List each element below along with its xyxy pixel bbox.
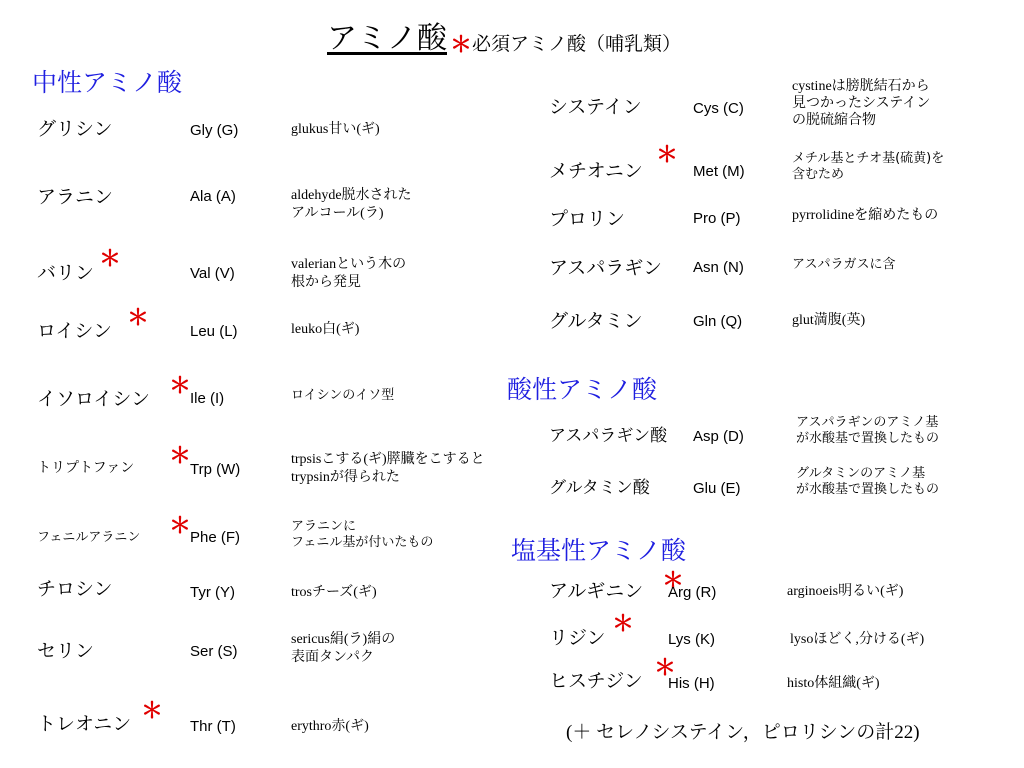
essential-mark-leu: ＊	[127, 306, 150, 331]
amino-etymology-ile: ロイシンのイソ型	[291, 388, 395, 403]
amino-name-trp: トリプトファン	[37, 460, 135, 476]
amino-name-glu: グルタミン酸	[549, 478, 650, 498]
amino-etymology-arg: arginoeis明るい(ギ)	[787, 584, 904, 599]
amino-etymology-asp: アスパラギンのアミノ基 が水酸基で置換したもの	[796, 415, 940, 447]
amino-etymology-gln: glut満腹(英)	[792, 313, 866, 328]
footer-note: (＋ セレノシステイン，ピロリシンの計22)	[566, 722, 920, 743]
essential-mark-legend: ＊	[450, 33, 473, 58]
essential-mark-lys: ＊	[612, 612, 635, 637]
amino-abbr-leu: Leu (L)	[190, 323, 238, 340]
essential-mark-met: ＊	[656, 143, 679, 168]
amino-abbr-ile: Ile (I)	[190, 390, 225, 407]
amino-abbr-cys: Cys (C)	[693, 100, 744, 117]
essential-mark-arg: ＊	[662, 569, 685, 594]
amino-name-his: ヒスチジン	[549, 670, 643, 692]
amino-etymology-thr: erythro赤(ギ)	[291, 719, 369, 734]
amino-etymology-trp: trpsisこする(ギ)膵臓をこすると trypsinが得られた	[291, 452, 485, 485]
amino-etymology-ser: sericus絹(ラ)絹の 表面タンパク	[291, 632, 396, 665]
amino-abbr-asp: Asp (D)	[693, 428, 744, 445]
amino-abbr-val: Val (V)	[190, 265, 235, 282]
amino-abbr-phe: Phe (F)	[190, 529, 241, 546]
amino-etymology-ala: aldehyde脱水された アルコール(ラ)	[291, 188, 412, 221]
amino-name-ile: イソロイシン	[37, 388, 150, 410]
amino-etymology-leu: leuko白(ギ)	[291, 322, 360, 337]
amino-etymology-cys: cystineは膀胱結石から 見つかったシステイン の脱硫縮合物	[792, 79, 931, 128]
amino-abbr-glu: Glu (E)	[693, 480, 741, 497]
amino-name-cys: システイン	[549, 96, 642, 118]
amino-abbr-trp: Trp (W)	[190, 461, 241, 478]
section-neutral: 中性アミノ酸	[32, 68, 183, 97]
page-title: アミノ酸	[327, 21, 447, 56]
amino-name-tyr: チロシン	[37, 578, 113, 600]
essential-mark-phe: ＊	[169, 514, 192, 539]
amino-name-phe: フェニルアラニン	[37, 530, 141, 545]
amino-name-ser: セリン	[37, 640, 95, 662]
amino-etymology-pro: pyrrolidineを縮めたもの	[792, 208, 939, 223]
amino-abbr-arg: Arg (R)	[668, 584, 717, 601]
amino-etymology-his: histo体組織(ギ)	[787, 676, 880, 691]
amino-etymology-glu: グルタミンのアミノ基 が水酸基で置換したもの	[796, 466, 940, 498]
essential-mark-val: ＊	[99, 247, 122, 272]
essential-mark-his: ＊	[654, 656, 677, 681]
amino-abbr-ser: Ser (S)	[190, 643, 238, 660]
amino-name-met: メチオニン	[549, 160, 643, 182]
amino-abbr-gly: Gly (G)	[190, 122, 239, 139]
essential-mark-trp: ＊	[169, 444, 192, 469]
amino-name-arg: アルギニン	[549, 580, 644, 602]
amino-etymology-val: valerianという木の 根から発見	[291, 257, 407, 290]
amino-etymology-tyr: trosチーズ(ギ)	[291, 585, 377, 600]
amino-abbr-asn: Asn (N)	[693, 259, 744, 276]
amino-name-pro: プロリン	[549, 208, 626, 230]
amino-etymology-lys: lysoほどく,分ける(ギ)	[790, 632, 925, 647]
section-acidic: 酸性アミノ酸	[507, 375, 658, 404]
amino-abbr-gln: Gln (Q)	[693, 313, 743, 330]
amino-abbr-lys: Lys (K)	[668, 631, 715, 648]
amino-etymology-met: メチル基とチオ基(硫黄)を 含むため	[792, 151, 945, 183]
amino-abbr-tyr: Tyr (Y)	[190, 584, 235, 601]
amino-abbr-ala: Ala (A)	[190, 188, 236, 205]
amino-abbr-his: His (H)	[668, 675, 715, 692]
amino-name-ala: アラニン	[37, 186, 114, 208]
essential-mark-ile: ＊	[169, 374, 192, 399]
amino-name-thr: トレオニン	[37, 713, 132, 735]
amino-abbr-met: Met (M)	[693, 163, 745, 180]
amino-abbr-thr: Thr (T)	[190, 718, 236, 735]
section-basic: 塩基性アミノ酸	[511, 536, 687, 565]
amino-abbr-pro: Pro (P)	[693, 210, 741, 227]
amino-name-asp: アスパラギン酸	[549, 426, 668, 446]
amino-name-leu: ロイシン	[37, 320, 112, 342]
amino-etymology-phe: アラニンに フェニル基が付いたもの	[291, 519, 434, 551]
amino-etymology-gly: glukus甘い(ギ)	[291, 122, 380, 137]
essential-mark-thr: ＊	[141, 699, 164, 724]
amino-name-gln: グルタミン	[549, 310, 643, 332]
amino-name-lys: リジン	[549, 627, 606, 649]
amino-etymology-asn: アスパラガスに含	[792, 257, 896, 272]
amino-name-val: バリン	[37, 262, 95, 284]
amino-name-gly: グリシン	[37, 118, 113, 140]
amino-name-asn: アスパラギン	[549, 257, 663, 279]
page-subtitle: 必須アミノ酸（哺乳類）	[472, 33, 682, 55]
